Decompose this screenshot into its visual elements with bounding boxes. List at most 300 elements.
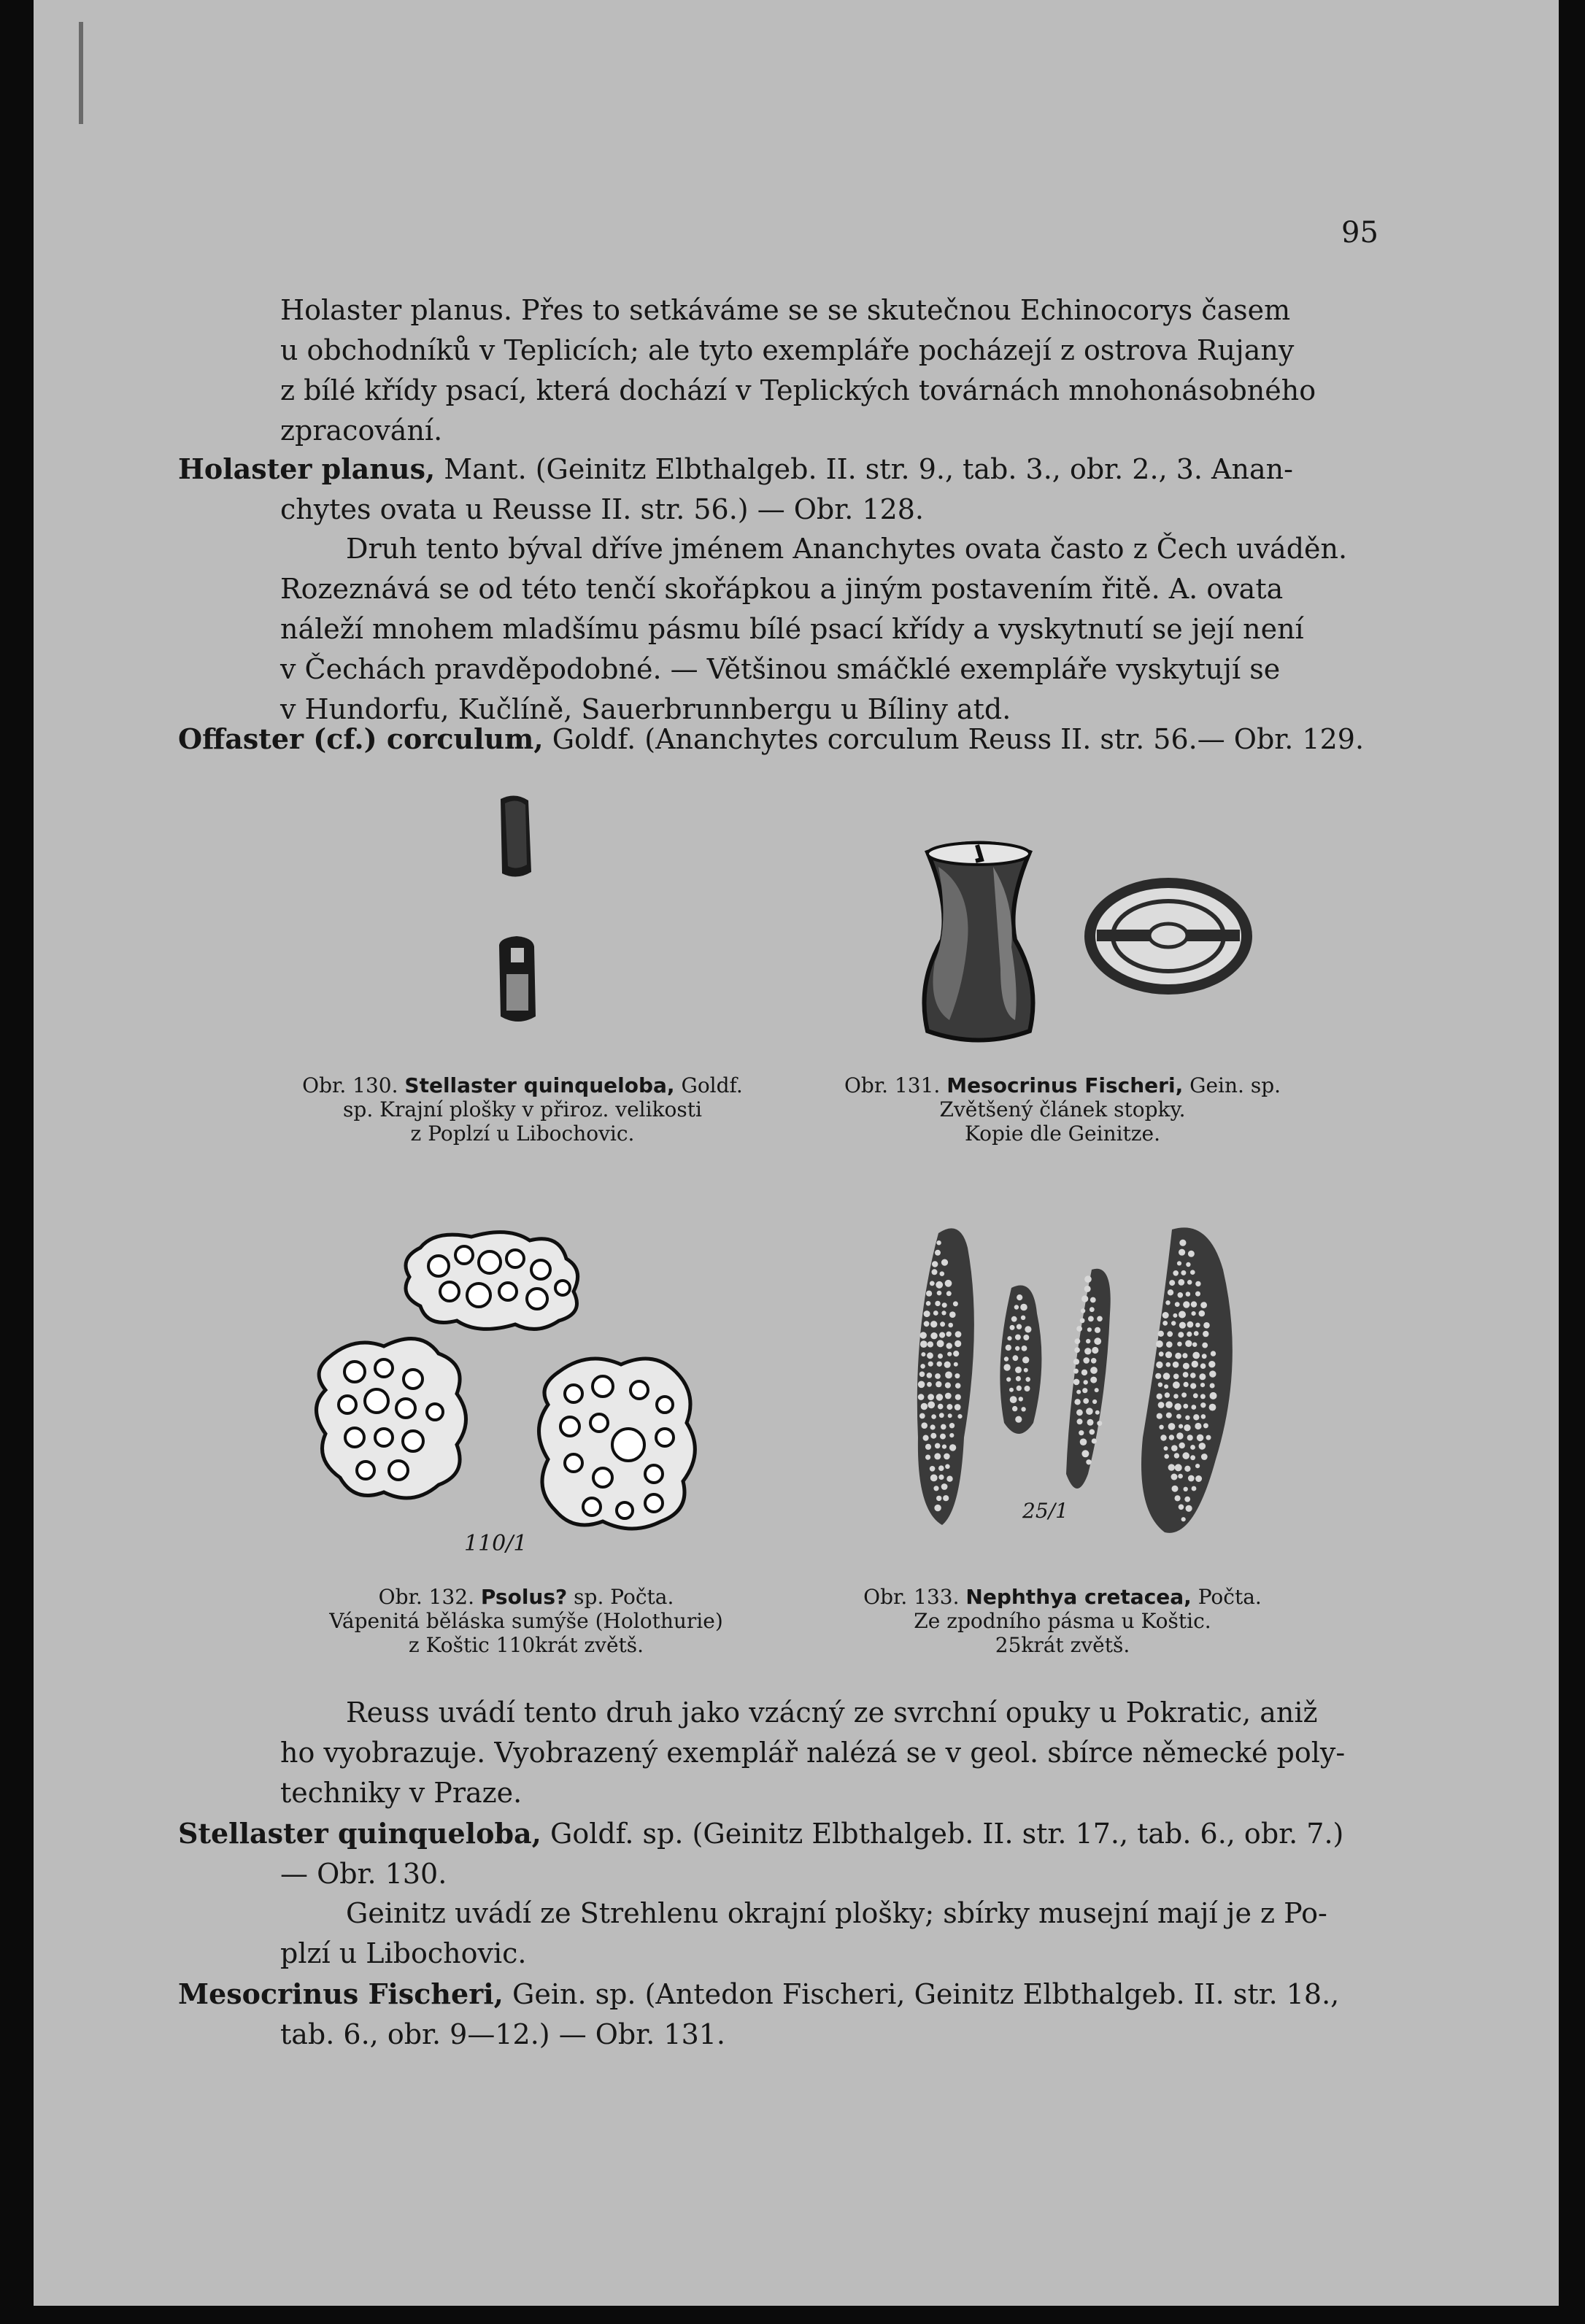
spicule-granule — [1192, 1486, 1197, 1491]
spicule-granule — [1155, 1373, 1161, 1379]
spicule-granule — [1177, 1261, 1181, 1265]
spicule-granule — [953, 1301, 958, 1306]
spicule-granule — [1086, 1459, 1091, 1464]
stellaster-description — [280, 1893, 1327, 1974]
spicule-granule — [1081, 1370, 1087, 1375]
spicule-granule — [1199, 1310, 1206, 1317]
spicule-granule — [1165, 1401, 1173, 1408]
spicule-granule — [1172, 1486, 1179, 1492]
spicule-granule — [939, 1413, 944, 1418]
spicule-granule — [953, 1351, 959, 1356]
spicule-granule — [947, 1352, 952, 1356]
spicule-hole — [389, 1461, 408, 1480]
text-line: Rozeznává se od této tenčí skořápkou a jiným postavením řitě. A. ovata — [280, 573, 1284, 605]
spicule-granule — [930, 1321, 937, 1327]
spicule-granule — [1179, 1322, 1186, 1329]
spicule-granule — [1073, 1379, 1080, 1386]
spicule-granule — [1157, 1413, 1162, 1419]
spicule-granule — [930, 1475, 938, 1482]
spicule-granule — [1017, 1294, 1022, 1300]
spicule-granule — [1006, 1377, 1011, 1381]
text-line: Holaster planus, Mant. (Geinitz Elbthalgeb. II. str. 9., tab. 3., obr. 2., 3. Anan- — [178, 452, 1293, 485]
spicule-granule — [1157, 1394, 1162, 1400]
spicule-hole — [404, 1370, 423, 1389]
spicule-hole — [612, 1429, 644, 1461]
spicule-granule — [1073, 1359, 1079, 1364]
spicule-granule — [933, 1310, 938, 1316]
spicule-granule — [923, 1435, 929, 1441]
spicule-hole — [479, 1251, 501, 1273]
species-name: Mesocrinus Fischeri, — [178, 1977, 504, 2010]
spicule-granule — [1074, 1347, 1080, 1353]
spicule-granule — [930, 1281, 935, 1286]
spicule-granule — [935, 1373, 941, 1379]
spicule-granule — [1178, 1292, 1184, 1298]
species-name: Holaster planus, — [178, 452, 436, 485]
spicule-granule — [1021, 1316, 1025, 1320]
spicule-granule — [1188, 1251, 1195, 1257]
spicule-granule — [932, 1261, 938, 1267]
spicule-granule — [1176, 1432, 1183, 1439]
spicule-granule — [1187, 1280, 1192, 1285]
spicule-granule — [1073, 1369, 1079, 1374]
spicule-granule — [1179, 1443, 1185, 1448]
spicule-granule — [1173, 1381, 1180, 1389]
spicule-granule — [1203, 1331, 1208, 1337]
text-line: — Obr. 130. — [280, 1858, 447, 1890]
spicule-granule — [1191, 1301, 1197, 1307]
spicule-granule — [925, 1444, 931, 1450]
spicule-hole — [531, 1260, 550, 1279]
spicule-granule — [1183, 1372, 1189, 1378]
spicule-granule — [1094, 1337, 1101, 1345]
spicule-granule — [935, 1301, 940, 1306]
spicule-hole — [365, 1389, 388, 1413]
spicule-granule — [948, 1323, 953, 1328]
spicule-granule — [1014, 1305, 1019, 1309]
spicule-hole — [344, 1362, 365, 1382]
spicule-granule — [1156, 1362, 1162, 1368]
spicule-granule — [1017, 1324, 1022, 1329]
intro-paragraph — [280, 290, 1316, 451]
spicule-granule — [946, 1404, 952, 1410]
spicule-granule — [957, 1414, 962, 1418]
spicule-granule — [1165, 1300, 1170, 1305]
caption-133: Obr. 133. Nephthya cretacea, Počta. Ze zpodního pásma u Koštic. 25krát zvětš. — [863, 1585, 1262, 1657]
spicule-granule — [1211, 1351, 1216, 1356]
spicule-granule — [925, 1455, 930, 1460]
spicule-granule — [934, 1505, 941, 1511]
text-line: v Hundorfu, Kučlíně, Sauerbrunnbergu u Bíliny atd. — [280, 693, 1011, 725]
species-name: Stellaster quinqueloba, — [178, 1817, 541, 1850]
spicule-granule — [1192, 1343, 1197, 1347]
spicule-granule — [937, 1340, 944, 1347]
caption-species: Nephthya cretacea, — [965, 1585, 1192, 1609]
spicule-granule — [1007, 1336, 1011, 1340]
spicule-granule — [1184, 1424, 1190, 1431]
spicule-hole — [396, 1399, 415, 1418]
spicule-granule — [1015, 1416, 1022, 1423]
spicule-granule — [945, 1372, 952, 1379]
spicule-granule — [1208, 1361, 1215, 1367]
scale-mark-133 — [1022, 1499, 1068, 1523]
spicule-plates — [317, 1232, 695, 1529]
spicule-granule — [939, 1332, 945, 1338]
spicule-granule — [1017, 1386, 1022, 1391]
spicule-granule — [946, 1343, 952, 1348]
spicule-granule — [1169, 1280, 1175, 1286]
spicule-granule — [1201, 1454, 1208, 1460]
text-line: plzí u Libochovic. — [280, 1937, 527, 1969]
spicule-granule — [927, 1382, 932, 1387]
spicule-granule — [1185, 1416, 1189, 1420]
spicule-granule — [1013, 1355, 1019, 1361]
spicule-granule — [1166, 1413, 1172, 1418]
spicule-granule — [1163, 1373, 1171, 1380]
text-line: Holaster planus. Přes to setkáváme se se skutečnou Echinocorys časem — [280, 294, 1291, 326]
spicule-granule — [1203, 1423, 1208, 1428]
caption-species: Stellaster quinqueloba, — [404, 1073, 675, 1097]
spicule-granule — [1169, 1435, 1174, 1440]
spicule-granule — [921, 1352, 925, 1356]
figure-130-illustration — [457, 792, 603, 1032]
spicule-granule — [1009, 1388, 1014, 1392]
spicule-granule — [1168, 1464, 1175, 1470]
spicule-granule — [1168, 1423, 1176, 1430]
caption-species: Psolus? — [480, 1585, 568, 1609]
caption-132: Obr. 132. Psolus? sp. Počta. Vápenitá běláska sumýše (Holothurie) z Koštic 110krát zvětš. — [329, 1585, 723, 1657]
text-line: Reuss uvádí tento druh jako vzácný ze svrchní opuky u Pokratic, aniž — [346, 1696, 1318, 1729]
spicule-granule — [1179, 1424, 1183, 1429]
species-name: Offaster (cf.) corculum, — [178, 722, 544, 755]
spicule-granule — [1076, 1390, 1081, 1394]
spicule-granule — [1181, 1392, 1187, 1397]
spicule-granule — [1200, 1302, 1207, 1308]
spicule-granule — [1023, 1335, 1029, 1340]
spicule-granule — [936, 1240, 941, 1245]
spicule-granule — [1081, 1450, 1089, 1457]
spicule-hole — [583, 1498, 601, 1516]
spicule-granule — [1025, 1386, 1030, 1391]
spicule-granule — [1173, 1374, 1179, 1380]
spicule-granule — [1209, 1370, 1216, 1377]
spicule-granule — [1195, 1475, 1202, 1482]
spicule-hole — [428, 1256, 449, 1276]
spicule-hole — [565, 1454, 582, 1472]
page-number: 95 — [1341, 216, 1378, 250]
spicule-granule — [1178, 1332, 1184, 1337]
spicule-granule — [1164, 1384, 1168, 1389]
svg-text:110/1: 110/1 — [464, 1531, 528, 1556]
spicule-granule — [1091, 1358, 1097, 1364]
spicule-granule — [1195, 1423, 1201, 1429]
spicule-hole — [593, 1468, 612, 1487]
spicule-granule — [1199, 1373, 1206, 1380]
spicule-granule — [941, 1259, 948, 1266]
spicule-granule — [1210, 1383, 1215, 1389]
spicule-granule — [1186, 1262, 1190, 1267]
caption-131: Obr. 131. Mesocrinus Fischeri, Gein. sp. Zvětšený článek stopky. Kopie dle Geinitze. — [844, 1073, 1281, 1146]
spicule-granule — [1010, 1325, 1015, 1330]
text-line: Druh tento býval dříve jménem Ananchytes ovata často z Čech uváděn. — [346, 533, 1348, 565]
text-line: Offaster (cf.) corculum, Goldf. (Ananchytes corculum Reuss II. str. 56.— Obr. 129. — [178, 722, 1365, 755]
spicule-granule — [1160, 1435, 1166, 1440]
spicule-granule — [1022, 1346, 1027, 1351]
spicule-granule — [954, 1362, 958, 1367]
spicule-granule — [1092, 1347, 1098, 1354]
spicule-granule — [948, 1413, 952, 1418]
spicule-granule — [938, 1404, 944, 1410]
spicule-granule — [938, 1465, 944, 1471]
spicule-granule — [1195, 1323, 1200, 1328]
text-line: zpracování. — [280, 414, 443, 447]
spicule-granule — [1183, 1363, 1189, 1370]
spicule-granule — [955, 1373, 960, 1378]
spicule-granule — [1183, 1404, 1188, 1409]
spicule-granule — [1012, 1406, 1017, 1411]
spicule-granule — [1092, 1438, 1097, 1443]
spicule-granule — [936, 1496, 941, 1501]
text-line: chytes ovata u Reusse II. str. 56.) — Obr. 128. — [280, 493, 925, 525]
spicule-hole — [499, 1283, 517, 1300]
spicule-granule — [1084, 1275, 1092, 1283]
spicule-granule — [931, 1414, 936, 1419]
spicule-granule — [1191, 1405, 1196, 1410]
spicule-granule — [955, 1331, 962, 1337]
spicule-granule — [932, 1269, 938, 1275]
text-line: Stellaster quinqueloba, Goldf. sp. (Geinitz Elbthalgeb. II. str. 17., tab. 6., obr. 7.) — [178, 1817, 1344, 1850]
spicule-granule — [1080, 1318, 1085, 1323]
spicule-granule — [1187, 1332, 1192, 1337]
spicule-granule — [1184, 1497, 1190, 1502]
spicule-hole — [527, 1289, 547, 1309]
spicule-granule — [935, 1250, 941, 1256]
spicule-granule — [936, 1381, 941, 1387]
spicule-granule — [946, 1332, 952, 1337]
spicule-granule — [919, 1413, 925, 1419]
text-line: z bílé křídy psací, která dochází v Teplických továrnách mnohonásobného — [280, 374, 1316, 406]
spicule-granule — [1015, 1346, 1019, 1351]
scanned-page — [34, 0, 1559, 2306]
spicule-hole — [617, 1502, 633, 1518]
spicule-granule — [945, 1464, 950, 1470]
spicule-granule — [1080, 1438, 1087, 1445]
spicule-granule — [1076, 1409, 1083, 1416]
spicule-granule — [944, 1454, 950, 1460]
spicule-granule — [1175, 1353, 1181, 1359]
spicule-granule — [1181, 1270, 1186, 1275]
spicule-granule — [1015, 1335, 1021, 1340]
spicule-granule — [1090, 1307, 1095, 1312]
spicule-hole — [403, 1431, 423, 1451]
spicule-granule — [1003, 1364, 1010, 1370]
offaster-entry — [178, 719, 1364, 760]
spicule-granule — [1086, 1339, 1090, 1343]
spicule-granule — [1022, 1356, 1029, 1363]
spicule-granule — [1074, 1399, 1080, 1405]
spicule-granule — [926, 1291, 932, 1297]
spicule-granule — [1174, 1403, 1181, 1410]
spicule-granule — [918, 1381, 925, 1389]
spicule-granule — [1025, 1377, 1030, 1382]
spicule-granule — [1077, 1418, 1083, 1424]
spicule-granule — [944, 1362, 951, 1368]
spicule-granule — [1171, 1474, 1178, 1481]
reuss-paragraph — [280, 1693, 1345, 1813]
spicule-granule — [1190, 1445, 1195, 1450]
spicule-granule — [1192, 1311, 1196, 1316]
spicule-granule — [942, 1302, 947, 1308]
spicule-granule — [1087, 1327, 1092, 1332]
spicule-granule — [926, 1301, 931, 1306]
spicule-granule — [941, 1483, 948, 1490]
spicule-granule — [1083, 1357, 1090, 1364]
spicule-granule — [1084, 1286, 1091, 1292]
spicule-granule — [937, 1291, 942, 1296]
stellaster-entry — [178, 1813, 1343, 1894]
spicule-granule — [1159, 1425, 1163, 1429]
scan-artifact — [79, 22, 83, 124]
text-line: v Čechách pravděpodobné. — Většinou smáčklé exempláře vyskytují se — [280, 653, 1281, 685]
spicule-granule — [1188, 1475, 1195, 1482]
spicule-granule — [1190, 1270, 1195, 1275]
spicule-granule — [1092, 1400, 1097, 1404]
spicule-granule — [938, 1475, 944, 1480]
spicule-granule — [1184, 1466, 1190, 1472]
spicule-granule — [930, 1466, 936, 1472]
spicule-granule — [1084, 1380, 1088, 1384]
spicule-granule — [1174, 1453, 1179, 1458]
spicule-granule — [1019, 1397, 1023, 1401]
spicule-granule — [1182, 1452, 1189, 1459]
spicule-granule — [1186, 1292, 1191, 1297]
spicule-granule — [1159, 1351, 1164, 1356]
spicule-granule — [920, 1340, 928, 1348]
spicule-hole — [345, 1428, 364, 1447]
spicule-granule — [949, 1444, 956, 1451]
spicule-granule — [946, 1476, 952, 1482]
spicule-granule — [928, 1401, 935, 1408]
spicule-granule — [938, 1354, 943, 1359]
figure-131-illustration — [906, 838, 1256, 1049]
spicule-granule — [955, 1383, 961, 1389]
spicule-granule — [928, 1341, 933, 1347]
spicule-granule — [1190, 1455, 1195, 1460]
spicule-granule — [1194, 1331, 1199, 1336]
spicule-granule — [1006, 1345, 1011, 1351]
spicule-granule — [919, 1372, 925, 1378]
spicule-granule — [955, 1404, 961, 1410]
spicule-granule — [1179, 1249, 1185, 1256]
spicule-granule — [1083, 1398, 1089, 1404]
spicule-granule — [920, 1332, 927, 1338]
spicule-granule — [1156, 1340, 1163, 1348]
text-line: tab. 6., obr. 9—12.) — Obr. 131. — [280, 2018, 726, 2050]
text-line: Geinitz uvádí ze Strehlenu okrajní plošky; sbírky musejní mají je z Po- — [346, 1897, 1327, 1929]
spicule-granule — [1182, 1353, 1187, 1358]
spicule-granule — [943, 1495, 949, 1501]
spicule-hole — [440, 1282, 459, 1301]
spicule-granule — [1090, 1377, 1097, 1383]
spicule-granule — [1175, 1302, 1180, 1307]
text-line: Mesocrinus Fischeri, Gein. sp. (Antedon Fischeri, Geinitz Elbthalgeb. II. str. 18., — [178, 1977, 1340, 2010]
figure-133-illustration — [902, 1219, 1281, 1569]
spicule-granule — [1086, 1408, 1093, 1415]
spicule-granule — [1082, 1388, 1087, 1393]
spicule-granule — [1177, 1342, 1182, 1347]
spicule-hole — [560, 1417, 579, 1436]
spicule-granule — [1178, 1474, 1183, 1479]
spicule-hole — [375, 1429, 393, 1446]
spicule-granule — [1015, 1367, 1022, 1373]
spicule-granule — [949, 1311, 956, 1318]
spicule-granule — [935, 1443, 941, 1449]
spicule-granule — [1179, 1240, 1186, 1246]
spicule-hole — [427, 1404, 443, 1420]
spicule-granule — [940, 1434, 946, 1440]
spicule-granule — [1187, 1321, 1194, 1328]
spicule-granule — [1084, 1348, 1091, 1354]
spicule-granule — [934, 1453, 941, 1459]
holaster-entry — [178, 449, 1293, 530]
spicule-granule — [1184, 1382, 1189, 1387]
spicule-granule — [1175, 1495, 1181, 1501]
spicule-granule — [945, 1382, 951, 1388]
spicule-granule — [927, 1373, 933, 1378]
spicule-granule — [941, 1424, 946, 1430]
spicule-granule — [1200, 1402, 1206, 1408]
spicule-granule — [937, 1362, 942, 1367]
spicule-granule — [1088, 1316, 1094, 1322]
spicule-granule — [942, 1445, 946, 1449]
spicule-granule — [1079, 1430, 1084, 1435]
spicule-granule — [1020, 1304, 1027, 1311]
spicule-granule — [1175, 1464, 1182, 1471]
spicule-granule — [924, 1310, 930, 1317]
spicule-granule — [1190, 1383, 1196, 1389]
spicule-granule — [1209, 1404, 1216, 1411]
spicule-granule — [1165, 1351, 1172, 1358]
spicule-granule — [1166, 1362, 1171, 1367]
spicule-granule — [1197, 1435, 1204, 1442]
spicule-granule — [1165, 1392, 1170, 1397]
spicule-hole — [593, 1376, 613, 1397]
caption-130: Obr. 130. Stellaster quinqueloba, Goldf. sp. Krajní plošky v přiroz. velikosti z Poplzí u Libochovic. — [302, 1073, 743, 1146]
spicule-granule — [927, 1352, 933, 1359]
spicule-granule — [1187, 1435, 1193, 1440]
spicule-granule — [1095, 1410, 1100, 1415]
spicule-granule — [1164, 1454, 1169, 1459]
text-line: u obchodníků v Teplicích; ale tyto exempláře pocházejí z ostrova Rujany — [280, 334, 1295, 366]
spicule-granule — [1195, 1464, 1200, 1468]
spicule-hole — [467, 1283, 490, 1307]
spicule-granule — [1193, 1393, 1198, 1398]
spicule-granule — [921, 1403, 928, 1410]
spicule-hole — [630, 1381, 648, 1399]
spicule-granule — [933, 1486, 938, 1491]
svg-text:25/1: 25/1 — [1022, 1499, 1068, 1523]
spicule-granule — [1200, 1383, 1205, 1387]
spicule-granule — [1173, 1362, 1179, 1368]
spicule-granule — [1168, 1289, 1173, 1295]
spicule-hole — [590, 1414, 608, 1432]
caption-species: Mesocrinus Fischeri, — [946, 1073, 1184, 1097]
spicule-granule — [928, 1394, 934, 1400]
spicule-granule — [1181, 1517, 1186, 1521]
spicule-granule — [1195, 1281, 1200, 1286]
spicule-granule — [920, 1364, 925, 1369]
spicule-granule — [1075, 1338, 1081, 1344]
